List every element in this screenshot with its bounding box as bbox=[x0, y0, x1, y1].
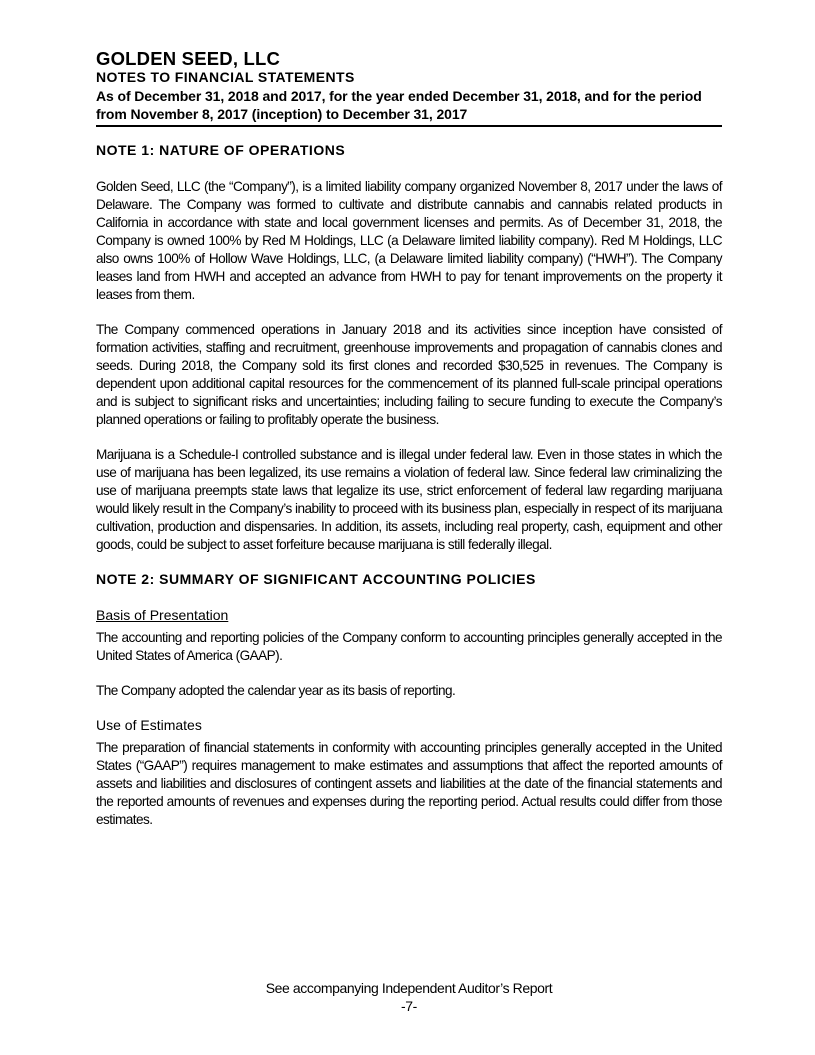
auditor-report-reference: See accompanying Independent Auditor’s Report bbox=[265, 980, 553, 996]
note-1-paragraph: The Company commenced operations in January 2018 and its activities since inception have consisted of formation activities, staffing and recruitment, greenhouse improvements and propagation of cannabis clones and seeds. During 2018, the Company sold its first clones and recorded $30,525 in revenues. The Company is dependent upon additional capital resources for the commencement of its planned full-scale principal operations and is subject to significant risks and uncertainties; including failing to secure funding to execute the Company’s planned operations or failing to profitably operate the business. bbox=[96, 322, 722, 427]
basis-paragraph: The Company adopted the calendar year as its basis of reporting. bbox=[96, 683, 456, 698]
basis-paragraph: The accounting and reporting policies of the Company conform to accounting principles generally accepted in the United States of America (GAAP). bbox=[96, 630, 722, 663]
page-number: -7- bbox=[401, 998, 417, 1014]
reporting-period bbox=[96, 87, 722, 123]
reporting-period-line-2: from November 8, 2017 (inception) to December 31, 2017 bbox=[96, 106, 468, 122]
reporting-period-line-1: As of December 31, 2018 and 2017, for the year ended December 31, 2018, and for the period bbox=[96, 88, 702, 104]
estimates-paragraph: The preparation of financial statements in conformity with accounting principles generally accepted in the United States (“GAAP”) requires management to make estimates and assumptions that affect the reported amounts of assets and liabilities and disclosures of contingent assets and liabilities at the date of the financial statements and the reported amounts of revenues and expenses during the reporting period. Actual results could differ from those estimates. bbox=[96, 740, 722, 827]
notes-body bbox=[96, 142, 722, 846]
note-1-heading: NOTE 1: NATURE OF OPERATIONS bbox=[96, 142, 346, 158]
note-2-heading: NOTE 2: SUMMARY OF SIGNIFICANT ACCOUNTING POLICIES bbox=[96, 571, 536, 587]
header-divider bbox=[96, 125, 722, 127]
basis-of-presentation-heading: Basis of Presentation bbox=[96, 607, 229, 623]
document-subtitle: NOTES TO FINANCIAL STATEMENTS bbox=[96, 69, 355, 85]
note-1-paragraph: Marijuana is a Schedule-I controlled substance and is illegal under federal law. Even in those states in which the use of marijuana has been legalized, its use remains a violation of federal law. Since federal law criminalizing the use of marijuana preempts state laws that legalize its use, strict enforcement of federal law regarding marijuana would likely result in the Company’s inability to proceed with its business plan, especially in respect of its marijuana cultivation, production and dispensaries. In addition, its assets, including real property, cash, equipment and other goods, could be subject to asset forfeiture because marijuana is still federally illegal. bbox=[96, 447, 722, 552]
use-of-estimates-heading: Use of Estimates bbox=[96, 717, 202, 733]
note-1-paragraph: Golden Seed, LLC (the “Company”), is a limited liability company organized November 8, 2017 under the laws of Delaware. The Company was formed to cultivate and distribute cannabis and cannabis related products in California in accordance with state and local government licenses and permits. As of December 31, 2018, the Company is owned 100% by Red M Holdings, LLC (a Delaware limited liability company). Red M Holdings, LLC also owns 100% of Hollow Wave Holdings, LLC, (a Delaware limited liability company) (“HWH”). The Company leases land from HWH and accepted an advance from HWH to pay for tenant improvements on the property it leases from them. bbox=[96, 179, 722, 302]
company-name: GOLDEN SEED, LLC bbox=[96, 48, 281, 69]
